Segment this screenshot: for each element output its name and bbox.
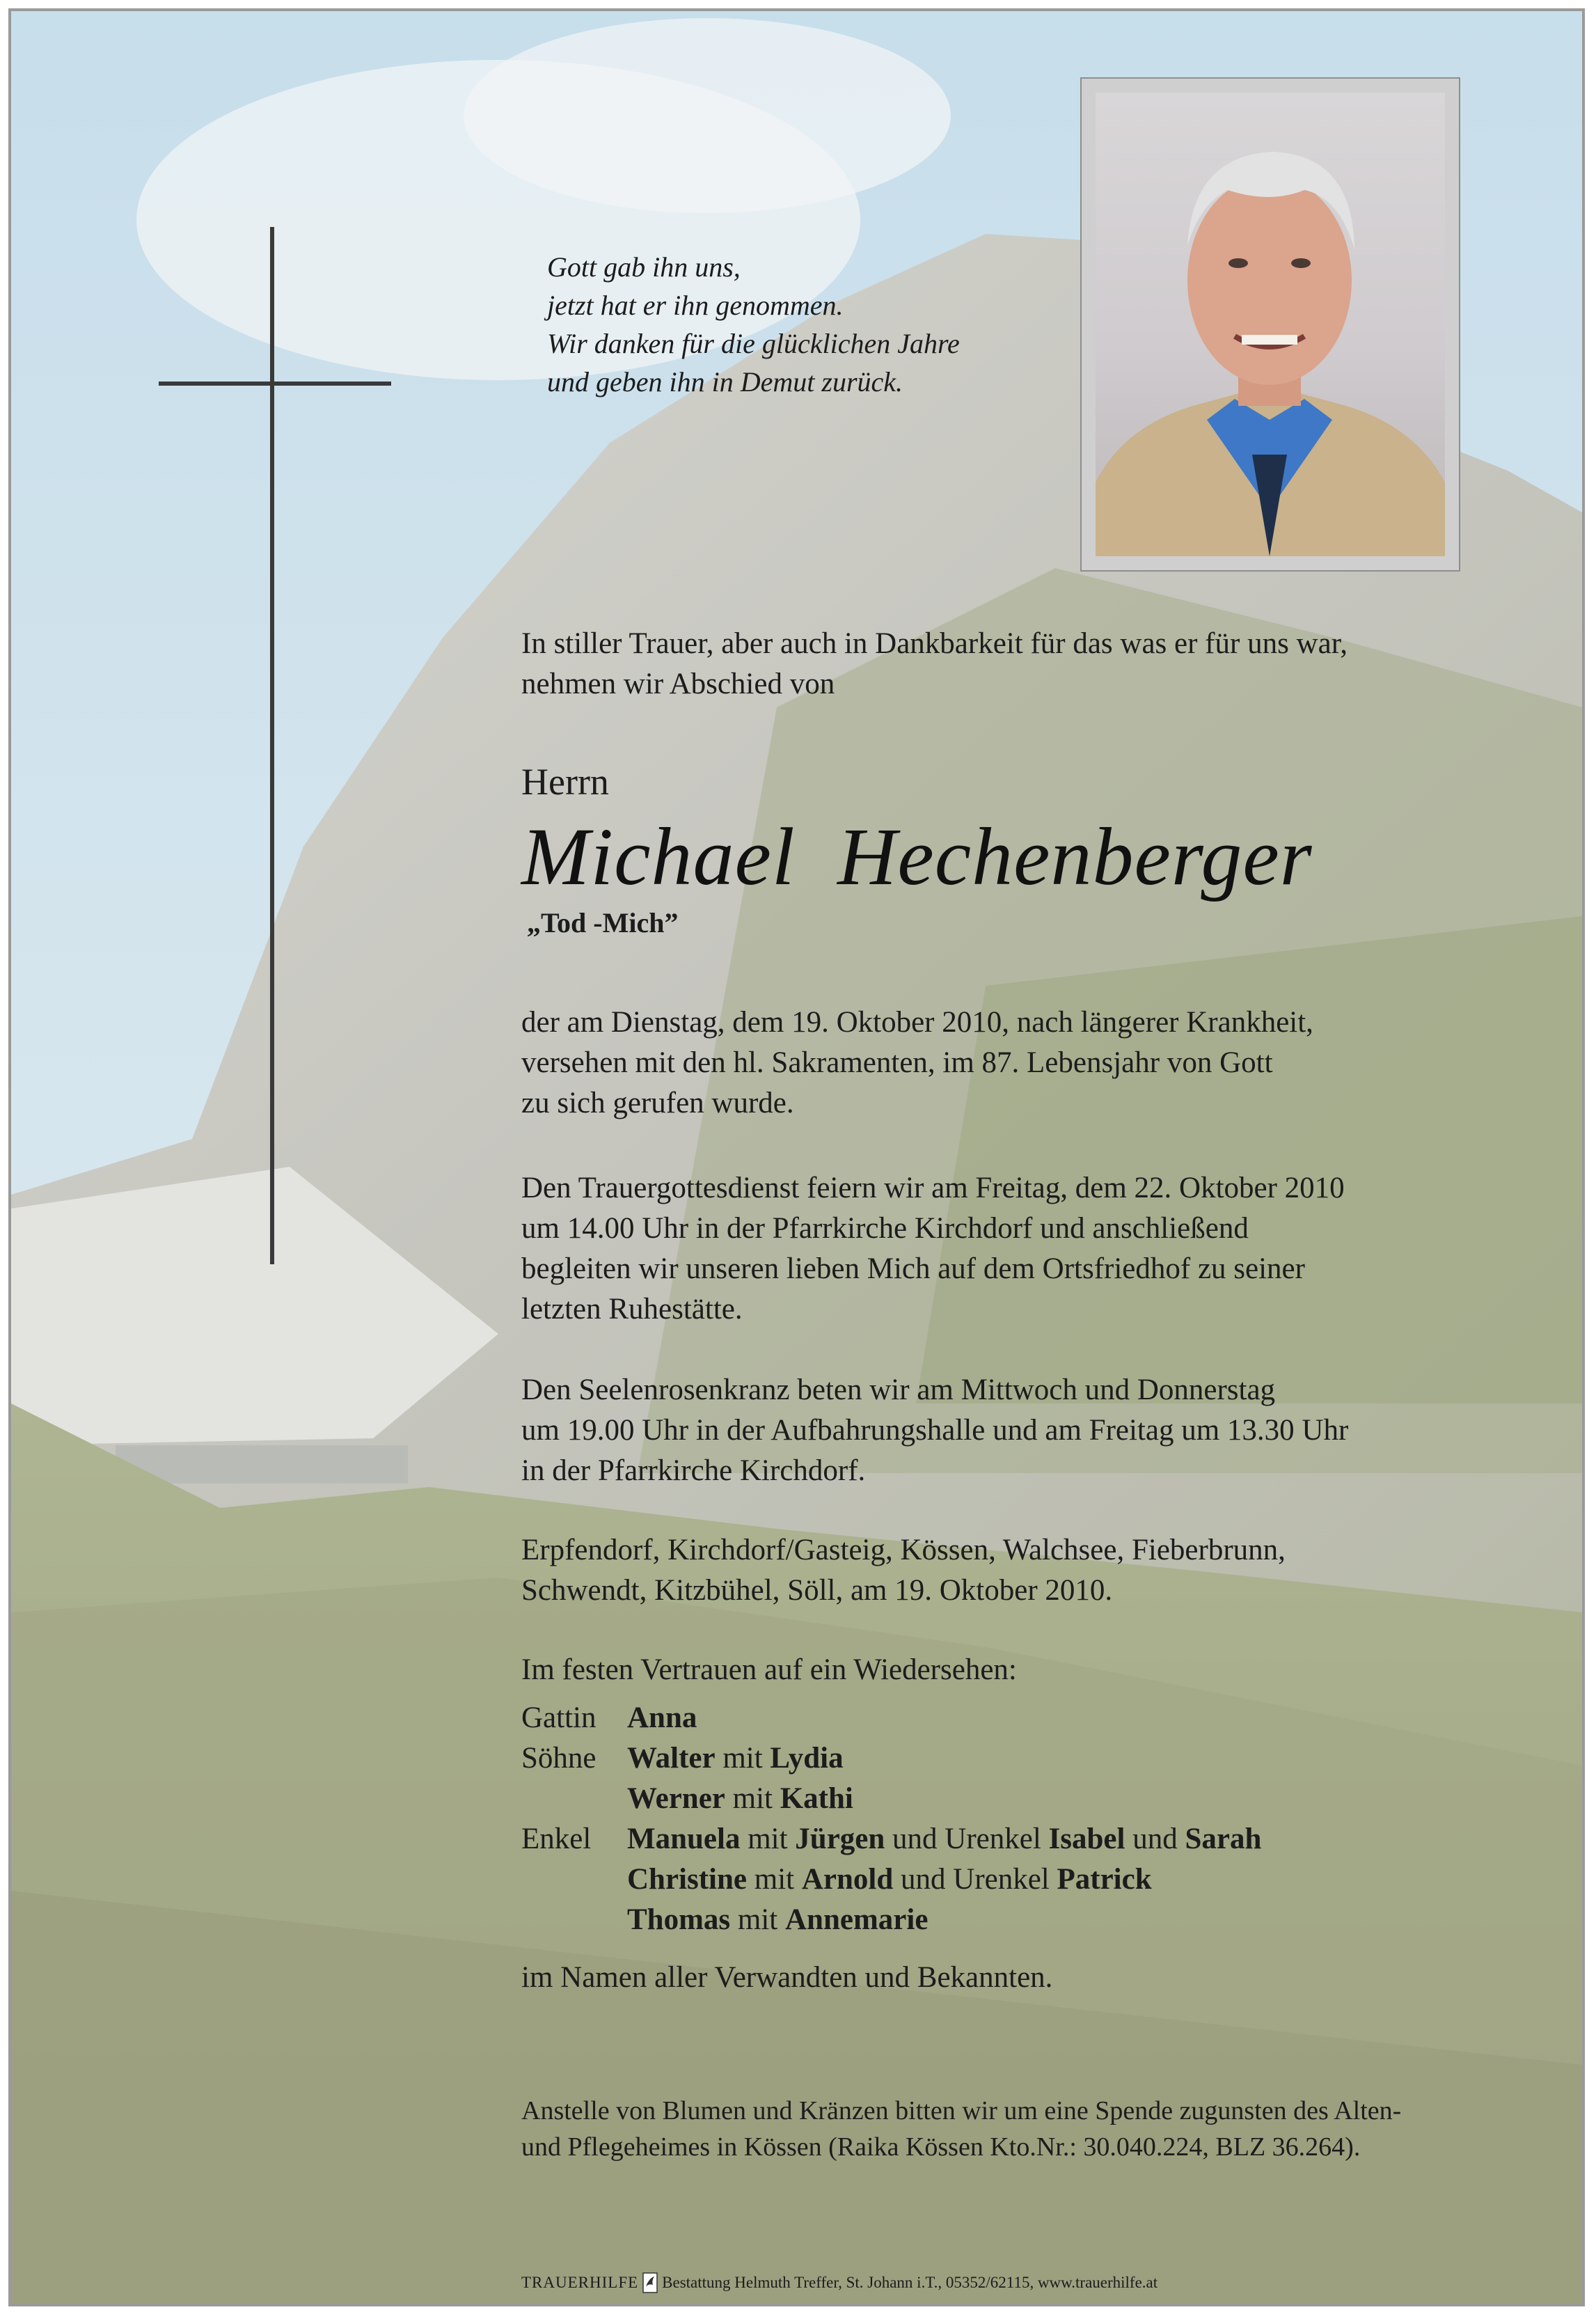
family-role: Söhne bbox=[521, 1742, 596, 1775]
funeral-line: letzten Ruhestätte. bbox=[521, 1293, 743, 1326]
family-name: Kathi bbox=[780, 1782, 853, 1815]
funeral-line: Den Trauergottesdienst feiern wir am Freitag, dem 22. Oktober 2010 bbox=[521, 1172, 1345, 1204]
footer-brand: TRAUERHILFE bbox=[521, 2274, 639, 2291]
family-row-gattin bbox=[521, 1698, 1261, 1738]
family-connector: mit bbox=[747, 1863, 802, 1896]
family-name: Anna bbox=[627, 1701, 697, 1734]
deceased-name: Michael Hechenberger bbox=[521, 811, 1313, 902]
places-line: Erpfendorf, Kirchdorf/Gasteig, Kössen, Walchsee, Fieberbrunn, bbox=[521, 1534, 1286, 1566]
family-row-enkel-2 bbox=[521, 1859, 1261, 1900]
funeral-paragraph bbox=[521, 1168, 1345, 1330]
trust-line: Im festen Vertrauen auf ein Wiedersehen: bbox=[521, 1653, 1017, 1686]
family-row-enkel-3 bbox=[521, 1900, 1261, 1940]
family-role: Enkel bbox=[521, 1823, 592, 1855]
family-name: Annemarie bbox=[785, 1903, 929, 1936]
funeral-line: begleiten wir unseren lieben Mich auf dem Ortsfriedhof zu seiner bbox=[521, 1252, 1305, 1285]
family-name: Patrick bbox=[1057, 1863, 1152, 1896]
rosary-paragraph bbox=[521, 1370, 1348, 1491]
donation-line: Anstelle von Blumen und Kränzen bitten wir um eine Spende zugunsten des Alten- bbox=[521, 2096, 1402, 2125]
family-name: Arnold bbox=[801, 1863, 894, 1896]
portrait-photo bbox=[1096, 93, 1445, 556]
intro-line: In stiller Trauer, aber auch in Dankbarkeit für das was er für uns war, bbox=[521, 627, 1348, 660]
quote-line: und geben ihn in Demut zurück. bbox=[547, 366, 903, 398]
memorial-quote bbox=[547, 248, 1076, 401]
family-connector: und Urenkel bbox=[885, 1823, 1049, 1855]
family-connector: und Urenkel bbox=[893, 1863, 1057, 1896]
family-name: Lydia bbox=[770, 1742, 844, 1775]
family-name: Christine bbox=[627, 1863, 747, 1896]
footer bbox=[521, 2272, 1158, 2293]
family-row-enkel bbox=[521, 1819, 1261, 1859]
family-name: Jürgen bbox=[795, 1823, 885, 1855]
quote-line: jetzt hat er ihn genommen. bbox=[547, 290, 844, 321]
family-name: Isabel bbox=[1048, 1823, 1125, 1855]
rosary-line: Den Seelenrosenkranz beten wir am Mittwoch und Donnerstag bbox=[521, 1374, 1276, 1406]
family-name: Thomas bbox=[627, 1903, 731, 1936]
death-notice-line: versehen mit den hl. Sakramenten, im 87. Lebensjahr von Gott bbox=[521, 1046, 1273, 1079]
death-notice-paragraph bbox=[521, 1002, 1313, 1124]
family-connector: mit bbox=[725, 1782, 780, 1815]
funeral-line: um 14.00 Uhr in der Pfarrkirche Kirchdorf und anschließend bbox=[521, 1212, 1249, 1245]
places-line: Schwendt, Kitzbühel, Söll, am 19. Oktober 2010. bbox=[521, 1574, 1113, 1607]
closing-line: im Namen aller Verwandten und Bekannten. bbox=[521, 1961, 1053, 1994]
family-list bbox=[521, 1698, 1261, 1940]
places-paragraph bbox=[521, 1530, 1286, 1611]
nickname: „Tod -Mich” bbox=[527, 907, 679, 938]
family-connector: mit bbox=[715, 1742, 771, 1775]
family-name: Werner bbox=[627, 1782, 725, 1815]
portrait-frame bbox=[1080, 77, 1460, 572]
family-row-soehne-2 bbox=[521, 1779, 1261, 1819]
quote-line: Gott gab ihn uns, bbox=[547, 251, 741, 283]
family-connector: mit bbox=[740, 1823, 796, 1855]
death-notice-line: der am Dienstag, dem 19. Oktober 2010, nach längerer Krankheit, bbox=[521, 1006, 1313, 1039]
family-name: Manuela bbox=[627, 1823, 741, 1855]
page-frame bbox=[8, 8, 1585, 2306]
rosary-line: um 19.00 Uhr in der Aufbahrungshalle und am Freitag um 13.30 Uhr bbox=[521, 1414, 1349, 1447]
death-notice-line: zu sich gerufen wurde. bbox=[521, 1087, 794, 1119]
rosary-line: in der Pfarrkirche Kirchdorf. bbox=[521, 1454, 866, 1487]
family-name: Sarah bbox=[1185, 1823, 1262, 1855]
intro-line: nehmen wir Abschied von bbox=[521, 668, 835, 700]
family-role: Gattin bbox=[521, 1701, 596, 1734]
dove-logo-icon bbox=[642, 2272, 658, 2293]
family-connector: und bbox=[1125, 1823, 1185, 1855]
intro-paragraph bbox=[521, 624, 1348, 705]
quote-line: Wir danken für die glücklichen Jahre bbox=[547, 328, 960, 359]
footer-text: Bestattung Helmuth Treffer, St. Johann i.T., 05352/62115, www.trauerhilfe.at bbox=[662, 2274, 1158, 2291]
family-row-soehne bbox=[521, 1738, 1261, 1779]
family-connector: mit bbox=[730, 1903, 785, 1936]
salutation: Herrn bbox=[521, 761, 609, 803]
cross-horizontal-bar bbox=[159, 382, 391, 386]
donation-line: und Pflegeheimes in Kössen (Raika Kössen Kto.Nr.: 30.040.224, BLZ 36.264). bbox=[521, 2132, 1361, 2162]
family-name: Walter bbox=[627, 1742, 716, 1775]
donation-paragraph bbox=[521, 2093, 1401, 2165]
